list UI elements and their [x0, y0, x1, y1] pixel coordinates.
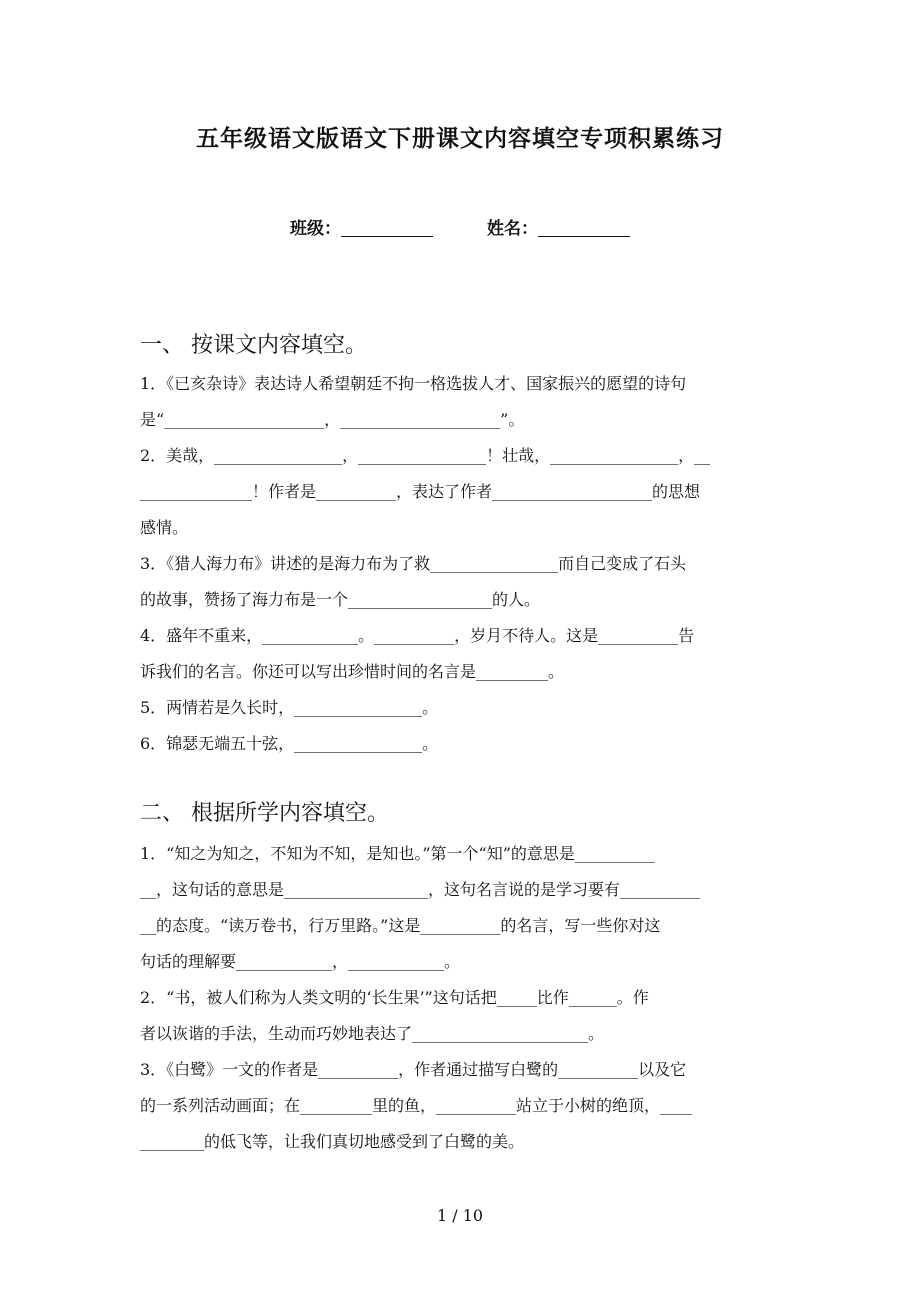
page-title: 五年级语文版语文下册课文内容填空专项积累练习 [196, 125, 724, 152]
section1-line: 的故事，赞扬了海力布是一个__________________的人。 [140, 590, 541, 609]
section1-line: 3．《猎人海力布》讲述的是海力布为了救________________而自己变成了石头 [140, 554, 687, 573]
section2-line: __的态度。“读万卷书，行万里路。”这是__________的名言，写一些你对这 [140, 916, 661, 935]
section2-line: 3．《白鹭》一文的作者是__________，作者通过描写白鹭的__________以及它 [140, 1060, 687, 1079]
section2-line: 者以诙谐的手法，生动而巧妙地表达了______________________。 [140, 1024, 605, 1043]
section2-line: __，这句话的意思是__________________，这句名言说的是学习要有__________ [140, 880, 701, 899]
section2-line: 的一系列活动画面；在_________里的鱼，__________站立于小树的绝顶，____ [140, 1096, 693, 1115]
section1-line: 6．锦瑟无端五十弦，________________。 [140, 734, 439, 753]
section1-line: 2．美哉，________________，________________！壮哉，________________，__ [140, 446, 711, 465]
name-blank[interactable] [538, 218, 630, 237]
section2-line: 2．“书，被人们称为人类文明的‘长生果’”这句话把_____比作______。作 [140, 988, 649, 1007]
section2-line: ________的低飞等，让我们真切地感受到了白鹭的美。 [140, 1132, 525, 1151]
section1-heading: 一、 按课文内容填空。 [140, 333, 367, 358]
section1-line: ______________！作者是__________，表达了作者____________________的思想 [140, 482, 701, 501]
section1-line: 4．盛年不重来，____________。__________，岁月不待人。这是__________告 [140, 626, 695, 645]
section1-line: 1．《已亥杂诗》表达诗人希望朝廷不拘一格选拔人才、国家振兴的愿望的诗句 [140, 374, 687, 393]
page-number: 1 / 10 [436, 1206, 484, 1225]
section2-line: 句话的理解要____________，____________。 [140, 952, 461, 971]
section1-line: 5．两情若是久长时，________________。 [140, 698, 439, 717]
section1-line: 是“____________________，____________________”。 [140, 410, 525, 429]
section1-line: 感情。 [140, 518, 189, 537]
section1-line: 诉我们的名言。你还可以写出珍惜时间的名言是_________。 [140, 662, 565, 681]
name-label: 姓名： [487, 219, 538, 239]
student-info [0, 214, 920, 239]
class-label: 班级： [290, 219, 341, 239]
section2-line: 1．“知之为知之，不知为不知，是知也。”第一个“知”的意思是__________ [140, 844, 655, 863]
class-blank[interactable] [341, 218, 433, 237]
section2-heading: 二、 根据所学内容填空。 [140, 801, 389, 826]
